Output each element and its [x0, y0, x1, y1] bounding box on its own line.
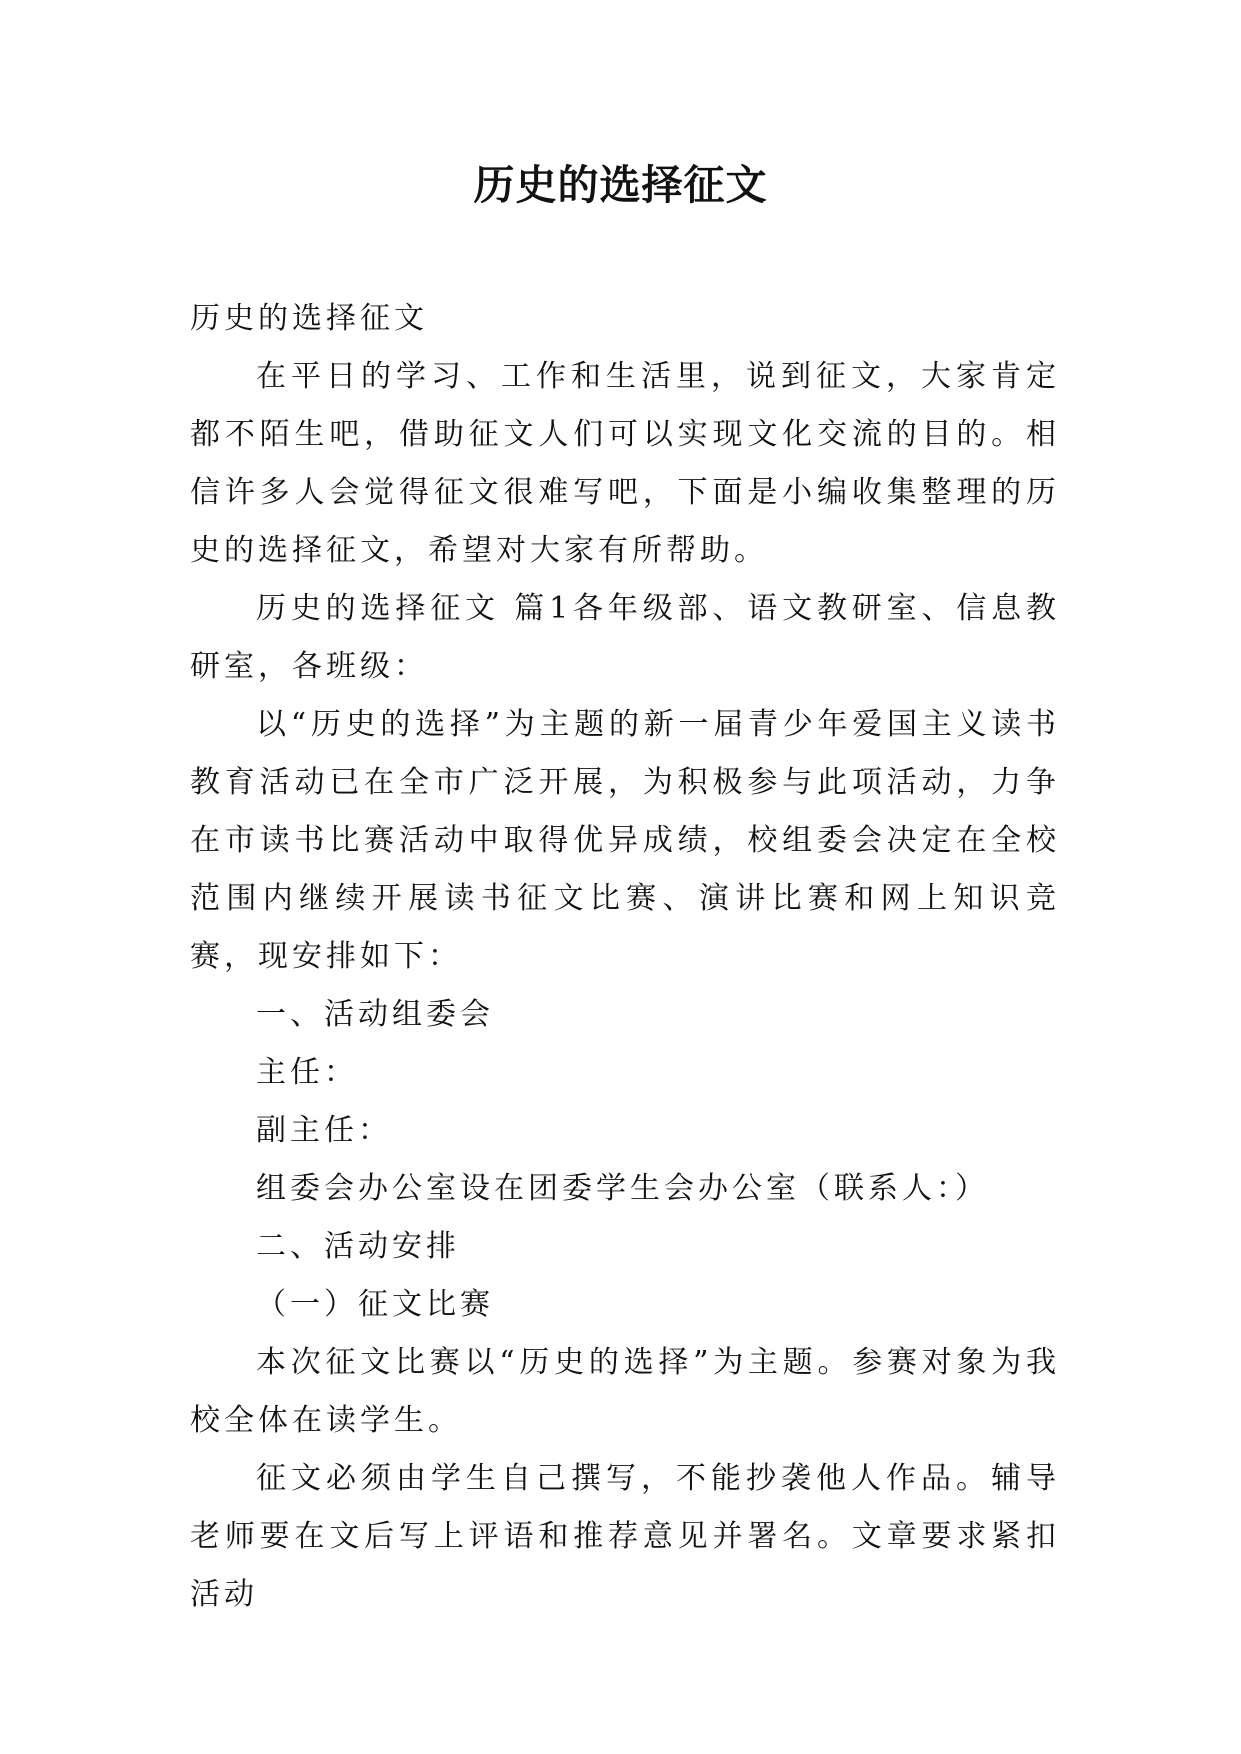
section-heading-committee: 一、活动组委会: [256, 997, 494, 1032]
committee-director: 主任：: [256, 1055, 358, 1090]
committee-vice-director: 副主任：: [256, 1113, 392, 1148]
paragraph-essay-theme: 本次征文比赛以“历史的选择”为主题。参赛对象为我校全体在读学生。: [190, 1345, 1060, 1438]
document-title: 历史的选择征文: [473, 161, 768, 209]
paragraph-recipients: 历史的选择征文 篇1各年级部、语文教研室、信息教研室，各班级：: [190, 591, 1060, 684]
document-body: [190, 290, 1060, 1624]
paragraph-intro: 在平日的学习、工作和生活里，说到征文，大家肯定都不陌生吧，借助征文人们可以实现文化交流的目的。相信许多人会觉得征文很难写吧，下面是小编收集整理的历史的选择征文，希望对大家有所帮助。: [190, 359, 1060, 568]
section-heading-arrangement: 二、活动安排: [256, 1229, 460, 1264]
heading-line: 历史的选择征文: [190, 301, 428, 336]
committee-office: 组委会办公室设在团委学生会办公室（联系人：）: [256, 1171, 989, 1206]
paragraph-essay-requirements: 征文必须由学生自己撰写，不能抄袭他人作品。辅导老师要在文后写上评语和推荐意见并署名。文章要求紧扣活动: [190, 1461, 1060, 1612]
paragraph-notice: 以“历史的选择”为主题的新一届青少年爱国主义读书教育活动已在全市广泛开展，为积极参与此项活动，力争在市读书比赛活动中取得优异成绩，校组委会决定在全校范围内继续开展读书征文比赛、演讲比赛和网上知识竞赛，现安排如下：: [190, 707, 1060, 974]
subsection-heading-essay: （一）征文比赛: [256, 1287, 494, 1322]
